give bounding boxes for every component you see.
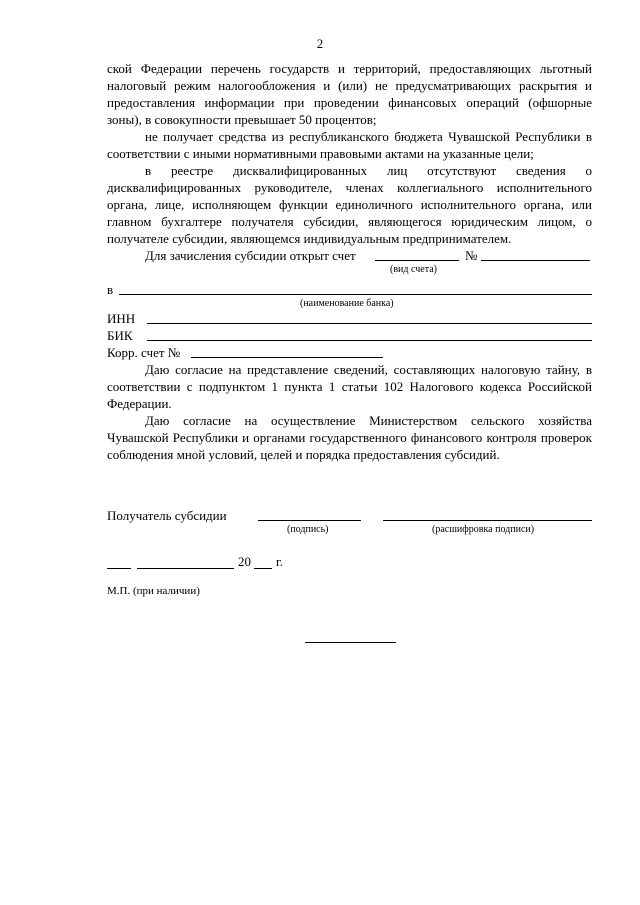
recipient-label: Получатель субсидии — [107, 508, 227, 523]
signature-decode-field[interactable] — [383, 507, 592, 521]
bik-label: БИК — [107, 328, 133, 343]
signature-decode-caption: (расшифровка подписи) — [432, 524, 535, 535]
date-day-field[interactable] — [107, 555, 131, 569]
corr-label: Корр. счет № — [107, 345, 181, 360]
bank-caption: (наименование банка) — [300, 298, 394, 309]
signature-caption: (подпись) — [287, 524, 329, 535]
paragraph-budget: не получает средства из республиканского бюджета Чувашской Республики в соответствии с иными нормативными правовыми актами на указанные цели; — [107, 129, 592, 161]
date-year-field[interactable] — [254, 555, 272, 569]
corr-account-field[interactable] — [191, 344, 383, 358]
account-number-field[interactable] — [481, 247, 590, 261]
paragraph-registry: в реестре дисквалифицированных лиц отсутствуют сведения о дисквалифицированных руководителе, членах коллегиального исполнительного органа, лице, исполняющем функции единоличного исполнительного органа, или главном бухгалтере получателя субсидии, являющегося юридическим лицом, о получателе субсидии, являющемся индивидуальным предпринимателем. — [107, 163, 592, 246]
signature-field[interactable] — [258, 507, 361, 521]
bik-row — [107, 327, 592, 344]
date-year-prefix: 20 — [238, 554, 251, 569]
number-sign: № — [465, 248, 478, 263]
stamp-label: М.П. (при наличии) — [107, 585, 200, 597]
paragraph-offshore: ской Федерации перечень государств и территорий, предоставляющих льготный налоговый режим налогообложения и (или) не предусматривающих раскрытия и предоставления информации при проведении финансовых операций (офшорные зоны), в совокупности превышает 50 процентов; — [107, 61, 592, 127]
document-body — [107, 60, 592, 463]
bank-name-field[interactable] — [119, 281, 592, 295]
account-type-field[interactable] — [375, 247, 459, 261]
inn-label: ИНН — [107, 311, 136, 326]
account-type-caption-row — [107, 264, 592, 276]
bank-prefix: в — [107, 282, 114, 297]
date-year-suffix: г. — [276, 554, 284, 569]
paragraph-consent-inspection: Даю согласие на осуществление Министерством сельского хозяйства Чувашской Республики и органами государственного финансового контроля проверок соблюдения мной условий, целей и порядка предоставления субсидий. — [107, 413, 592, 462]
inn-row — [107, 310, 592, 327]
date-month-field[interactable] — [137, 555, 234, 569]
bank-row — [107, 281, 592, 298]
page-number: 2 — [316, 36, 324, 51]
bik-field[interactable] — [147, 327, 592, 341]
account-open-row — [107, 247, 592, 264]
corr-row — [107, 344, 592, 361]
account-intro: Для зачисления субсидии открыт счет — [145, 248, 356, 263]
account-type-caption: (вид счета) — [390, 264, 437, 275]
end-divider — [305, 642, 396, 643]
inn-field[interactable] — [147, 310, 592, 324]
paragraph-tax-secret: Даю согласие на представление сведений, составляющих налоговую тайну, в соответствии с подпунктом 1 пункта 1 статьи 102 Налогового кодекса Российской Федерации. — [107, 362, 592, 411]
bank-caption-row — [107, 298, 592, 310]
